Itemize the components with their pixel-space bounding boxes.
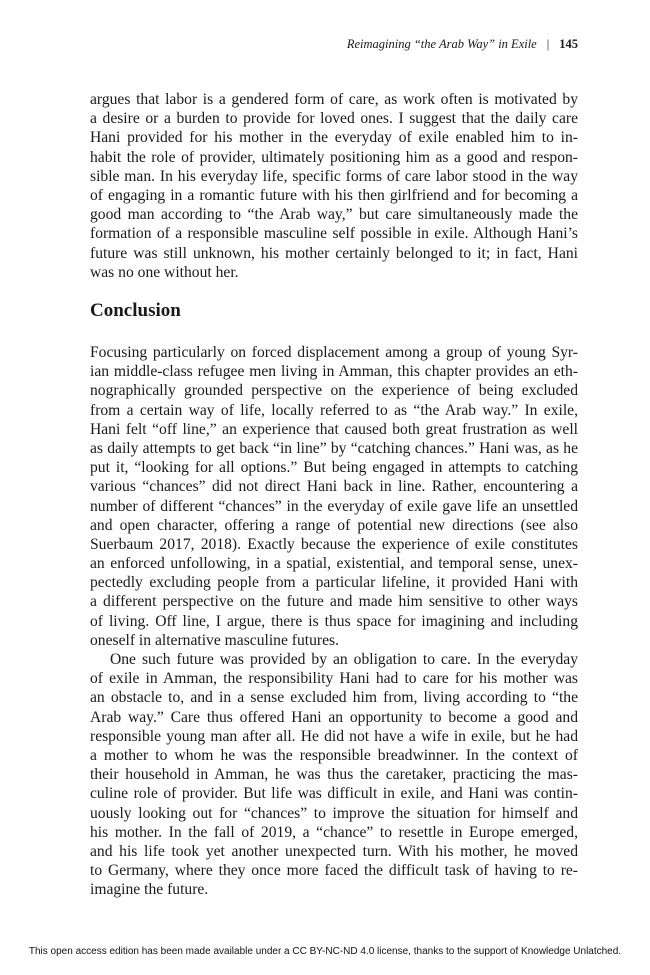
text-line: and open character, offering a range of potential new directions (see also (90, 516, 578, 534)
text-line: various “chances” did not direct Hani back in line. Rather, encountering a (90, 478, 578, 496)
text-line: nographically grounded perspective on the experience of being excluded (90, 382, 578, 400)
text-line: Arab way.” Care thus offered Hani an opportunity to become a good and (90, 708, 578, 726)
text-line: responsible young man after all. He did not have a wife in exile, but he had (90, 727, 578, 745)
text-line: One such future was provided by an obligation to care. In the everyday (110, 651, 578, 668)
text-line: a different perspective on the future and made him sensitive to other ways (90, 593, 578, 611)
text-line: as daily attempts to get back “in line” by “catching chances.” Hani was, as he (90, 439, 578, 457)
page-number: 145 (559, 37, 578, 51)
text-line: uously looking out for “chances” to improve the situation for himself and (90, 804, 578, 822)
text-line: from a certain way of life, locally referred to as “the Arab way.” In exile, (90, 401, 578, 419)
text-line: and his life took yet another unexpected turn. With his mother, he moved (90, 842, 578, 860)
text-line: an obstacle to, and in a sense excluded him from, living according to “the (90, 689, 578, 707)
text-line: of exile in Amman, the responsibility Hani had to care for his mother was (90, 670, 578, 688)
text-line: argues that labor is a gendered form of care, as work often is motivated by (90, 91, 578, 108)
header-separator: | (546, 37, 550, 51)
text-line: ian middle-class refugee men living in Amman, this chapter provides an eth- (90, 363, 578, 381)
text-line: sible man. In his everyday life, specific forms of care labor stood in the way (90, 167, 578, 185)
paragraph-care-labor (90, 90, 578, 282)
license-footer: This open access edition has been made available under a CC BY-NC-ND 4.0 license, thanks to the support of Knowledge Unlatched. (28, 946, 622, 957)
text-line: culine role of provider. But life was difficult in exile, and Hani was contin- (90, 785, 578, 803)
text-line: formation of a responsible masculine self possible in exile. Although Hani’s (90, 225, 578, 243)
text-line: imagine the future. (90, 881, 209, 899)
text-line: future was still unknown, his mother certainly belonged to it; in fact, Hani (90, 244, 578, 262)
text-line: his mother. In the fall of 2019, a “chance” to resettle in Europe emerged, (90, 823, 578, 841)
text-line: pectedly excluding people from a particular lifeline, it provided Hani with (90, 574, 578, 592)
running-head (347, 37, 578, 52)
text-line: number of different “chances” in the everyday of exile gave life an unsettled (90, 497, 578, 515)
running-title: Reimagining “the Arab Way” in Exile (346, 37, 537, 51)
text-line: Suerbaum 2017, 2018). Exactly because the experience of exile constitutes (90, 535, 578, 553)
text-line: to Germany, where they once more faced the difficult task of having to re- (90, 862, 578, 880)
text-line: of engaging in a romantic future with his then girlfriend and for becoming a (90, 186, 578, 204)
text-line: habit the role of provider, ultimately positioning him as a good and respon- (90, 148, 578, 166)
text-line: of living. Off line, I argue, there is thus space for imagining and including (90, 612, 578, 630)
text-line: oneself in alternative masculine futures. (90, 631, 339, 649)
text-line: Hani felt “off line,” an experience that caused both great frustration as well (90, 420, 578, 438)
text-line: put it, “looking for all options.” But being engaged in attempts to catching (90, 459, 578, 477)
text-line: their household in Amman, he was thus the caretaker, practicing the mas- (90, 766, 578, 784)
text-line: a desire or a burden to provide for loved ones. I suggest that the daily care (90, 110, 578, 128)
text-line: good man according to “the Arab way,” but care simultaneously made the (90, 206, 578, 224)
text-line: Hani provided for his mother in the everyday of exile enabled him to in- (90, 129, 578, 147)
paragraph-conclusion-intro (90, 343, 578, 650)
text-line: Focusing particularly on forced displacement among a group of young Syr- (90, 344, 578, 361)
text-line: a mother to whom he was the responsible breadwinner. In the context of (90, 746, 578, 764)
text-line: an enforced unfollowing, in a spatial, existential, and temporal sense, unex- (90, 555, 578, 573)
text-line: was no one without her. (90, 263, 239, 281)
paragraph-care-future (90, 650, 578, 899)
section-heading-conclusion: Conclusion (90, 300, 181, 321)
